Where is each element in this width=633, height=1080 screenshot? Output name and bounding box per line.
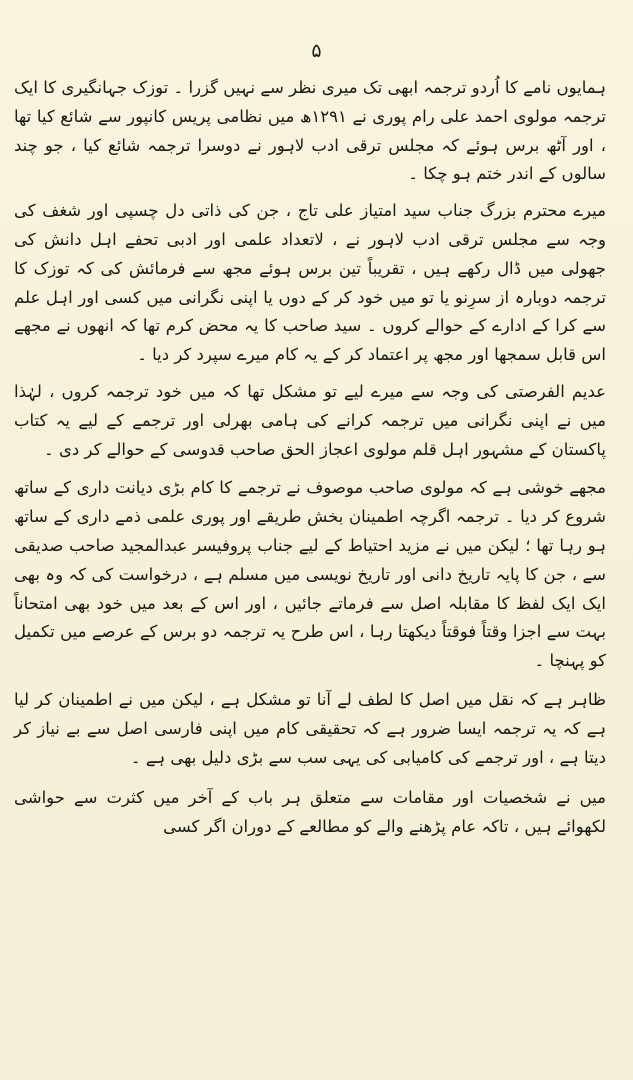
paragraph-5: ظاہر ہے کہ نقل میں اصل کا لطف لے آنا تو مشکل ہے ، لیکن میں نے اطمینان کر لیا ہے کہ یہ ترجمہ ایسا ضرور ہے کہ تحقیقی کام میں اپنی فارسی اصل سے بے نیاز کر دیتا ہے ، اور ترجمے کی کامیابی کی یہی سب سے بڑی دلیل بھی ہے ۔ (14, 689, 606, 767)
paragraph-4: مجھے خوشی ہے کہ مولوی صاحب موصوف نے ترجمے کا کام بڑی دیانت داری کے ساتھ شروع کر دیا ۔ ترجمہ اگرچہ اطمینان بخش طریقے اور پوری علمی ذمے داری کے ساتھ ہو رہا تھا ؛ لیکن میں نے مزید احتیاط کے لیے جناب پروفیسر عبدالمجید صاحب صدیقی سے ، جن کا پایہ تاریخ دانی اور تاریخ نویسی میں مسلم ہے ، درخواست کی کہ وہ بھی ایک ایک لفظ کا مقابلہ اصل سے فرماتے جائیں ، اور اس کے بعد میں خود بھی امتحاناً بہت سے اجزا وقتاً فوقتاً دیکھتا رہا ، اس طرح یہ ترجمہ دو برس کے عرصے میں تکمیل کو پہنچا ۔ (14, 478, 606, 671)
paragraph-6: میں نے شخصیات اور مقامات سے متعلق ہر باب کے آخر میں کثرت سے حواشی لکھوائے ہیں ، تاکہ عام پڑھنے والے کو مطالعے کے دوران اگر کسی (14, 788, 606, 837)
paragraph-2: میرے محترم بزرگ جناب سید امتیاز علی تاج ، جن کی ذاتی دل چسپی اور شغف کی وجہ سے مجلس ترقی ادب لاہور نے ، لاتعداد علمی اور ادبی تحفے اہل دانش کی جھولی میں ڈال رکھے ہیں ، تقریباً تین برس ہوئے مجھ سے فرمائش کی کہ توزک کا ترجمہ دوبارہ از سرِنو یا تو میں خود کر کے دوں یا اپنی نگرانی میں کسی اور اہل علم سے کرا کے ادارے کے حوالے کروں ۔ سید صاحب کا یہ محض کرم تھا کہ انھوں نے مجھے اس قابل سمجھا اور مجھ پر اعتماد کر کے یہ کام میرے سپرد کر دیا ۔ (14, 201, 606, 365)
page-number: ۵ (311, 40, 322, 62)
paragraph-3: عدیم الفرصتی کی وجہ سے میرے لیے تو مشکل تھا کہ میں خود ترجمہ کروں ، لہٰذا میں نے اپنی نگرانی میں ترجمہ کرانے کی ہامی بھرلی اور ترجمے کے لیے یہ کتاب پاکستان کے مشہور اہل قلم مولوی اعجاز الحق صاحب قدوسی کے حوالے کر دی ۔ (14, 381, 606, 459)
paragraph-1: ہمایوں نامے کا اُردو ترجمہ ابھی تک میری نظر سے نہیں گزرا ۔ توزک جہانگیری کا ایک ترجمہ مولوی احمد علی رام پوری نے ۱۲۹۱ھ میں نظامی پریس کانپور سے شائع کیا تھا ، اور آٹھ برس ہوئے کہ مجلس ترقی ادب لاہور نے دوسرا ترجمہ شائع کیا ، جو چند سالوں کے اندر ختم ہو چکا ۔ (14, 78, 606, 184)
text-body (14, 74, 606, 854)
